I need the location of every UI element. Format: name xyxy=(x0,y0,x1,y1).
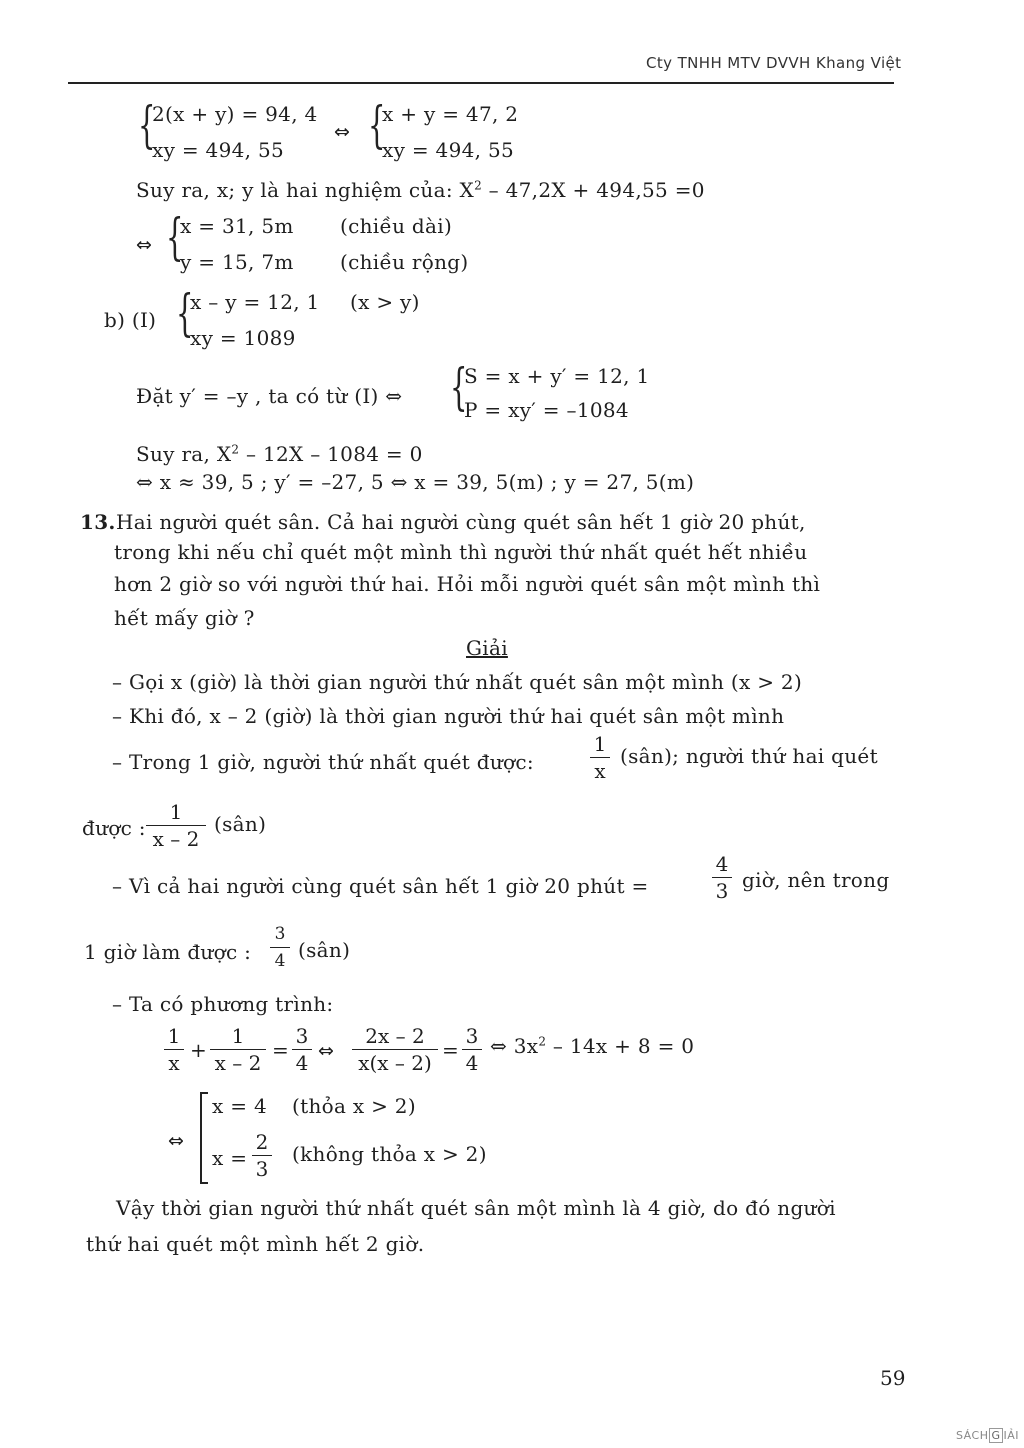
sol-a-line1: x = 31, 5m xyxy=(180,214,294,238)
bullet-1: – Gọi x (giờ) là thời gian người thứ nhất quét sân một mình (x > 2) xyxy=(112,670,803,694)
solution-line1: x = 4 xyxy=(212,1094,267,1118)
sys2-line1: x + y = 47, 2 xyxy=(382,102,519,126)
equiv-symbol: ⇔ xyxy=(168,1130,184,1152)
bullet-3b-tail: (sân) xyxy=(214,812,267,836)
equation-tail: ⇔ $3x^2 - 14x + 8 = 0$ xyxy=(490,1034,695,1058)
bullet-4-tail: giờ, nên trong xyxy=(742,868,890,892)
page-number: 59 xyxy=(880,1366,906,1390)
fraction: 1 x – 2 xyxy=(210,1024,266,1075)
solution-line2: x = xyxy=(212,1146,248,1170)
suy-ra-a: Suy ra, x; y là hai nghiệm của: $X^2 - 47,2X + 494,55 =0$ xyxy=(136,178,705,202)
brace: { xyxy=(166,208,184,266)
sys-b-line1-note: (x > y) xyxy=(350,290,420,314)
equiv-symbol: ⇔ xyxy=(136,234,152,256)
sol-a-line2: y = 15, 7m xyxy=(180,250,294,274)
brace: { xyxy=(138,96,156,154)
equiv-symbol: ⇔ xyxy=(334,121,350,143)
equiv-symbol: ⇔ xyxy=(318,1040,334,1062)
problem-line: hơn 2 giờ so với người thứ hai. Hỏi mỗi người quét sân một mình thì xyxy=(114,572,821,596)
brace: { xyxy=(450,358,468,416)
sys-b-line1: x – y = 12, 1 xyxy=(190,290,320,314)
bullet-4b-tail: (sân) xyxy=(298,938,351,962)
problem-line: trong khi nếu chỉ quét một mình thì người thứ nhất quét hết nhiều xyxy=(114,540,808,564)
bullet-4: – Vì cả hai người cùng quét sân hết 1 giờ 20 phút = xyxy=(112,874,649,898)
solution-heading: Giải xyxy=(466,636,508,660)
solution-line2-note: (không thỏa x > 2) xyxy=(292,1142,487,1166)
fraction: 3 4 xyxy=(292,1024,312,1075)
bullet-3b: được : xyxy=(82,816,146,840)
conclusion-line: thứ hai quét một mình hết 2 giờ. xyxy=(86,1232,425,1256)
fraction: 3 4 xyxy=(270,922,290,973)
problem-number: 13. xyxy=(80,510,116,534)
sys1-line2: xy = 494, 55 xyxy=(152,138,284,162)
site-logo: SÁCH G IẢI xyxy=(956,1429,1020,1442)
problem-line: Hai người quét sân. Cả hai người cùng quét sân hết 1 giờ 20 phút, xyxy=(116,510,806,534)
part-b-label: b) (I) xyxy=(104,308,157,332)
sys2-line2: xy = 494, 55 xyxy=(382,138,514,162)
solution-bracket xyxy=(200,1092,208,1184)
bullet-5: – Ta có phương trình: xyxy=(112,992,334,1016)
fraction: 1 x xyxy=(164,1024,184,1075)
publisher-header: Cty TNHH MTV DVVH Khang Việt xyxy=(646,54,902,72)
fraction: 1 x xyxy=(590,732,610,783)
dat-sys-line2: P = xy′ = –1084 xyxy=(464,398,629,422)
sol-a-line2-note: (chiều rộng) xyxy=(340,250,469,274)
bullet-3-tail: (sân); người thứ hai quét xyxy=(620,744,878,768)
solution-line1-note: (thỏa x > 2) xyxy=(292,1094,416,1118)
sys-b-line2: xy = 1089 xyxy=(190,326,296,350)
fraction: 1 x – 2 xyxy=(146,800,206,851)
sol-a-line1-note: (chiều dài) xyxy=(340,214,453,238)
problem-line: hết mấy giờ ? xyxy=(114,606,255,630)
fraction: 2x – 2 x(x – 2) xyxy=(352,1024,438,1075)
bullet-4b: 1 giờ làm được : xyxy=(84,940,252,964)
equals-sign: = xyxy=(442,1038,460,1062)
brace: { xyxy=(176,284,194,342)
brace: { xyxy=(368,96,386,154)
result-b: ⇔ x ≈ 39, 5 ; y′ = –27, 5 ⇔ x = 39, 5(m) ; y = 27, 5(m) xyxy=(136,470,695,494)
bullet-3: – Trong 1 giờ, người thứ nhất quét được: xyxy=(112,750,534,774)
fraction: 3 4 xyxy=(462,1024,482,1075)
suy-ra-b: Suy ra, $X^2 - 12X - 1084 = 0$ xyxy=(136,442,423,466)
sys1-line1: 2(x + y) = 94, 4 xyxy=(152,102,318,126)
dat-sys-line1: S = x + y′ = 12, 1 xyxy=(464,364,650,388)
conclusion-line: Vậy thời gian người thứ nhất quét sân một mình là 4 giờ, do đó người xyxy=(116,1196,836,1220)
fraction: 4 3 xyxy=(712,852,732,903)
bullet-2: – Khi đó, x – 2 (giờ) là thời gian người thứ hai quét sân một mình xyxy=(112,704,785,728)
dat-line: Đặt y′ = –y , ta có từ (I) ⇔ xyxy=(136,384,403,408)
header-rule xyxy=(68,82,894,84)
fraction: 2 3 xyxy=(252,1130,272,1181)
plus-sign: + xyxy=(190,1038,208,1062)
equals-sign: = xyxy=(272,1038,290,1062)
